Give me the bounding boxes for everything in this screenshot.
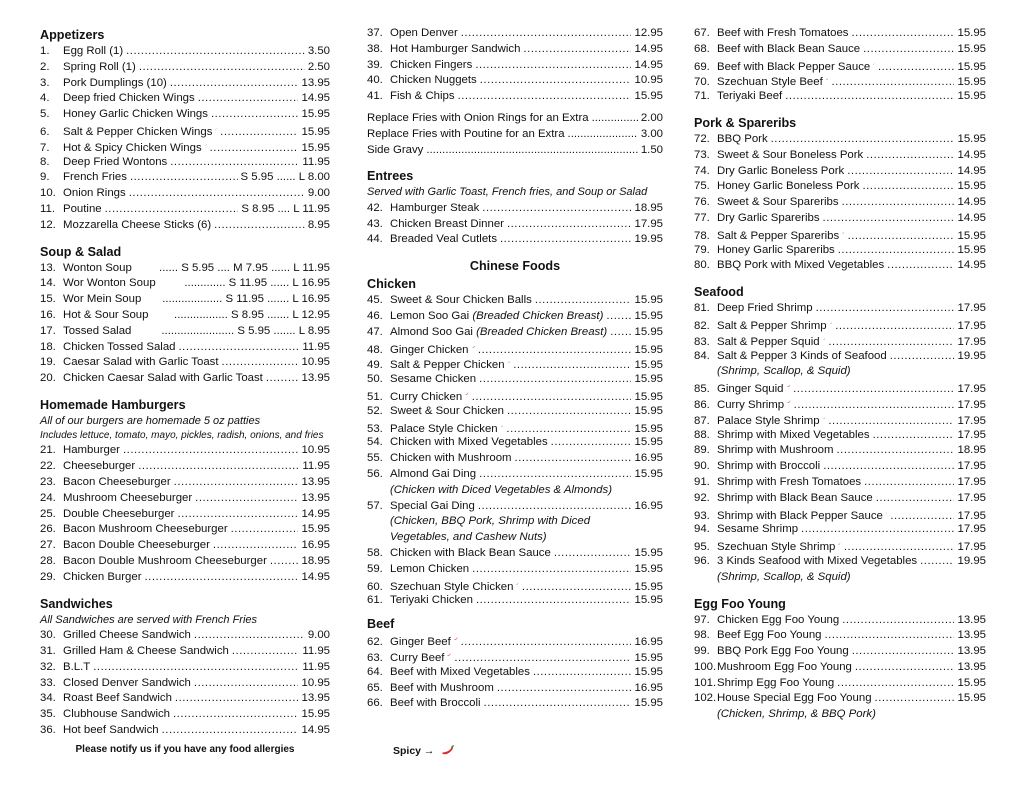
extra-item: Side Gravy ..... 1.50: [367, 143, 663, 159]
menu-item: 4. Deep fried Chicken Wings ..... 14.95: [40, 91, 330, 107]
menu-item: 47. Almond Soo Gai (Breaded Chicken Breast) ..... 15.95: [367, 325, 663, 341]
chili-pepper-icon: [873, 58, 875, 70]
chili-pepper-icon: [205, 139, 207, 151]
menu-item: 29. Chicken Burger ..... 14.95: [40, 570, 330, 586]
section-title-pork: Pork & Spareribs: [694, 115, 797, 130]
menu-item: 22. Cheeseburger ..... 11.95: [40, 459, 330, 475]
menu-item: 77. Dry Garlic Spareribs ..... 14.95: [694, 211, 986, 227]
menu-item: 42. Hamburger Steak ..... 18.95: [367, 201, 663, 217]
menu-item: 52. Sweet & Sour Chicken ..... 15.95: [367, 404, 663, 420]
menu-item: 70. Szechuan Style Beef ..... 15.95: [694, 73, 986, 89]
menu-item: 28. Bacon Double Mushroom Cheeseburger ..... 18.95: [40, 554, 330, 570]
menu-item: 64. Beef with Mixed Vegetables ..... 15.95: [367, 665, 663, 681]
menu-item: 91. Shrimp with Fresh Tomatoes ..... 17.95: [694, 475, 986, 491]
extra-item: Replace Fries with Onion Rings for an Extra ..... 2.00: [367, 111, 663, 127]
section-title-chicken: Chicken: [367, 277, 416, 292]
chili-pepper-icon: [787, 396, 791, 408]
chili-pepper-icon: [823, 333, 826, 345]
menu-item: 39. Chicken Fingers ..... 14.95: [367, 58, 663, 74]
menu-item: 41. Fish & Chips ..... 15.95: [367, 89, 663, 105]
menu-item: 21. Hamburger ..... 10.95: [40, 443, 330, 459]
extras-list: [367, 111, 663, 158]
menu-item: 51. Curry Chicken ..... 15.95: [367, 388, 663, 404]
menu-item: 6. Salt & Pepper Chicken Wings ..... 15.95: [40, 123, 330, 139]
menu-item: 101. Shrimp Egg Foo Young ..... 15.95: [694, 676, 986, 692]
menu-item: 87. Palace Style Shrimp ..... 17.95: [694, 412, 986, 428]
menu-item: 82. Salt & Pepper Shrimp ..... 17.95: [694, 317, 986, 333]
menu-item: 49. Salt & Pepper Chicken ..... 15.95: [367, 356, 663, 372]
spicy-legend: [393, 745, 455, 757]
menu-item: 65. Beef with Mushroom ..... 16.95: [367, 681, 663, 697]
menu-item: 59. Lemon Chicken ..... 15.95: [367, 562, 663, 578]
menu-item: 79. Honey Garlic Spareribs ..... 15.95: [694, 243, 986, 259]
chili-pepper-icon: [472, 341, 475, 353]
menu-item: 67. Beef with Fresh Tomatoes ..... 15.95: [694, 26, 986, 42]
spicy-legend-label: Spicy →: [393, 745, 435, 757]
menu-item: 75. Honey Garlic Boneless Pork ..... 15.95: [694, 179, 986, 195]
menu-item: 53. Palace Style Chicken ..... 15.95: [367, 420, 663, 436]
appetizers-list: [40, 44, 330, 234]
item-note: (Chicken, BBQ Pork, Shrimp with Diced: [390, 515, 591, 528]
menu-item: 88. Shrimp with Mixed Vegetables ..... 17.95: [694, 428, 986, 444]
menu-item: 10. Onion Rings ..... 9.00: [40, 186, 330, 202]
chili-pepper-icon: [838, 538, 840, 550]
menu-item: 54. Chicken with Mixed Vegetables ..... 15.95: [367, 435, 663, 451]
menu-item: 89. Shrimp with Mushroom ..... 18.95: [694, 443, 986, 459]
chili-pepper-icon: [516, 578, 518, 590]
menu-item: 95. Szechuan Style Shrimp ..... 17.95: [694, 538, 986, 554]
menu-item: 80. BBQ Pork with Mixed Vegetables ..... 14.95: [694, 258, 986, 274]
menu-item: 19. Caesar Salad with Garlic Toast ..... 10.95: [40, 355, 330, 371]
menu-item: 31. Grilled Ham & Cheese Sandwich ..... 11.95: [40, 644, 330, 660]
burgers-note: All of our burgers are homemade 5 oz patties: [40, 414, 261, 427]
menu-item: 7. Hot & Spicy Chicken Wings ..... 15.95: [40, 139, 330, 155]
chili-pepper-icon: [842, 227, 844, 239]
menu-item: 5. Honey Garlic Chicken Wings ..... 15.95: [40, 107, 330, 123]
menu-item: 56. Almond Gai Ding ..... 15.95: [367, 467, 663, 483]
menu-item: 40. Chicken Nuggets ..... 10.95: [367, 73, 663, 89]
menu-item: 20. Chicken Caesar Salad with Garlic Toast ..... 13.95: [40, 371, 330, 387]
beef-list: [367, 633, 663, 712]
chili-pepper-icon: [441, 745, 455, 757]
chili-pepper-icon: [508, 356, 511, 368]
menu-item: 8. Deep Fried Wontons ..... 11.95: [40, 155, 330, 171]
menu-item: 3. Pork Dumplings (10) ..... 13.95: [40, 76, 330, 92]
menu-item: 84. Salt & Pepper 3 Kinds of Seafood ..... 19.95: [694, 349, 986, 365]
menu-item: 66. Beef with Broccoli ..... 15.95: [367, 696, 663, 712]
menu-item: 100. Mushroom Egg Foo Young ..... 13.95: [694, 660, 986, 676]
chili-pepper-icon: [830, 317, 833, 329]
menu-item: 96. 3 Kinds Seafood with Mixed Vegetables ..... 19.95: [694, 554, 986, 570]
more-items-list: [367, 26, 663, 105]
menu-item: 23. Bacon Cheeseburger ..... 13.95: [40, 475, 330, 491]
chili-pepper-icon: [823, 412, 826, 424]
section-title-egg-foo-young: Egg Foo Young: [694, 596, 786, 611]
menu-item: 26. Bacon Mushroom Cheeseburger ..... 15.95: [40, 522, 330, 538]
chili-pepper-icon: [465, 388, 469, 400]
sandwiches-note: All Sandwiches are served with French Fries: [40, 613, 258, 626]
menu-item: 85. Ginger Squid ..... 17.95: [694, 380, 986, 396]
menu-item: 57. Special Gai Ding ..... 16.95: [367, 499, 663, 515]
seafood-list: [694, 301, 986, 585]
menu-item: 86. Curry Shrimp ..... 17.95: [694, 396, 986, 412]
menu-item: 43. Chicken Breast Dinner ..... 17.95: [367, 217, 663, 233]
section-title-appetizers: Appetizers: [40, 28, 105, 42]
menu-item: 73. Sweet & Sour Boneless Pork ..... 14.95: [694, 148, 986, 164]
sandwiches-list: [40, 628, 330, 739]
menu-item: 81. Deep Fried Shrimp ..... 17.95: [694, 301, 986, 317]
menu-item: 46. Lemon Soo Gai (Breaded Chicken Breast) ..... 15.95: [367, 309, 663, 325]
section-title-beef: Beef: [367, 617, 395, 632]
menu-item: 63. Curry Beef ..... 15.95: [367, 649, 663, 665]
menu-item: 36. Hot beef Sandwich ..... 14.95: [40, 723, 330, 739]
menu-item: 2. Spring Roll (1) ..... 2.50: [40, 60, 330, 76]
menu-item: 18. Chicken Tossed Salad ..... 11.95: [40, 340, 330, 356]
menu-item: 98. Beef Egg Foo Young ..... 13.95: [694, 628, 986, 644]
burgers-list: [40, 443, 330, 585]
chili-pepper-icon: [501, 420, 504, 432]
menu-item: 38. Hot Hamburger Sandwich ..... 14.95: [367, 42, 663, 58]
menu-item: 14. Wor Wonton Soup ............. S 11.95 ...... L 16.95: [40, 277, 330, 290]
menu-item: 9. French Fries ..... S 5.95 ...... L 8.00: [40, 170, 330, 186]
chinese-foods-title: Chinese Foods: [469, 259, 561, 274]
menu-item: 1. Egg Roll (1) ..... 3.50: [40, 44, 330, 60]
menu-item: 25. Double Cheeseburger ..... 14.95: [40, 507, 330, 523]
menu-item: 33. Closed Denver Sandwich ..... 10.95: [40, 676, 330, 692]
menu-item: 32. B.L.T ..... 11.95: [40, 660, 330, 676]
menu-item: 35. Clubhouse Sandwich ..... 15.95: [40, 707, 330, 723]
section-title-burgers: Homemade Hamburgers: [40, 397, 186, 412]
menu-item: 44. Breaded Veal Cutlets ..... 19.95: [367, 232, 663, 248]
chili-pepper-icon: [787, 380, 791, 392]
chili-pepper-icon: [826, 73, 829, 85]
chicken-list: [367, 293, 663, 609]
menu-item: 69. Beef with Black Pepper Sauce ..... 15.95: [694, 58, 986, 74]
allergy-note: Please notify us if you have any food allergies: [75, 744, 295, 755]
menu-item: 27. Bacon Double Cheeseburger ..... 16.95: [40, 538, 330, 554]
menu-item: 78. Salt & Pepper Spareribs ..... 15.95: [694, 227, 986, 243]
item-note: (Shrimp, Scallop, & Squid): [717, 570, 851, 583]
pork-list: [694, 132, 986, 274]
entrees-list: [367, 201, 663, 248]
chili-pepper-icon: [454, 633, 458, 645]
menu-item: 92. Shrimp with Black Bean Sauce ..... 17.95: [694, 491, 986, 507]
menu-item: 102. House Special Egg Foo Young ..... 15.95: [694, 691, 986, 707]
menu-item: 94. Sesame Shrimp ..... 17.95: [694, 522, 986, 538]
entrees-note: Served with Garlic Toast, French fries, and Soup or Salad: [367, 186, 648, 199]
menu-item: 45. Sweet & Sour Chicken Balls ..... 15.95: [367, 293, 663, 309]
menu-item: 90. Shrimp with Broccoli ..... 17.95: [694, 459, 986, 475]
beef-more-list: [694, 26, 986, 105]
menu-item: 37. Open Denver ..... 12.95: [367, 26, 663, 42]
menu-item: 97. Chicken Egg Foo Young ..... 13.95: [694, 613, 986, 629]
menu-item: 60. Szechuan Style Chicken ..... 15.95: [367, 578, 663, 594]
menu-column-3: [694, 26, 986, 723]
egg-foo-young-list: [694, 613, 986, 724]
section-title-entrees: Entrees: [367, 169, 414, 184]
menu-item: 72. BBQ Pork ..... 15.95: [694, 132, 986, 148]
menu-item: 16. Hot & Sour Soup ................. S 8.95 ....... L 12.95: [40, 308, 330, 321]
menu-item: 34. Roast Beef Sandwich ..... 13.95: [40, 691, 330, 707]
menu-item: 61. Teriyaki Chicken ..... 15.95: [367, 593, 663, 609]
menu-item: 76. Sweet & Sour Spareribs ..... 14.95: [694, 195, 986, 211]
section-title-sandwiches: Sandwiches: [40, 596, 113, 611]
menu-item: 48. Ginger Chicken ..... 15.95: [367, 341, 663, 357]
item-note: (Shrimp, Scallop, & Squid): [717, 365, 851, 378]
menu-item: 74. Dry Garlic Boneless Pork ..... 14.95: [694, 164, 986, 180]
menu-item: 71. Teriyaki Beef ..... 15.95: [694, 89, 986, 105]
chili-pepper-icon: [886, 507, 887, 519]
menu-item: 17. Tossed Salad ....................... S 5.95 ....... L 8.95: [40, 324, 330, 337]
item-note: Vegetables, and Cashew Nuts): [390, 531, 547, 544]
menu-item: 68. Beef with Black Bean Sauce ..... 15.95: [694, 42, 986, 58]
menu-column-2: [367, 26, 663, 712]
menu-item: 11. Poutine ..... S 8.95 .... L 11.95: [40, 202, 330, 218]
menu-item: 24. Mushroom Cheeseburger ..... 13.95: [40, 491, 330, 507]
extra-item: Replace Fries with Poutine for an Extra ..... 3.00: [367, 127, 663, 143]
chili-pepper-icon: [215, 123, 217, 135]
menu-column-1: [40, 26, 330, 739]
menu-item: 12. Mozzarella Cheese Sticks (6) ..... 8.95: [40, 218, 330, 234]
menu-item: 58. Chicken with Black Bean Sauce ..... 15.95: [367, 546, 663, 562]
menu-item: 99. BBQ Pork Egg Foo Young ..... 13.95: [694, 644, 986, 660]
item-note: (Chicken, Shrimp, & BBQ Pork): [717, 708, 876, 721]
menu-item: 62. Ginger Beef ..... 16.95: [367, 633, 663, 649]
soup-salad-list: [40, 261, 330, 387]
menu-item: 83. Salt & Pepper Squid ..... 17.95: [694, 333, 986, 349]
menu-item: 15. Wor Mein Soup ................... S 11.95 ....... L 16.95: [40, 293, 330, 306]
section-title-seafood: Seafood: [694, 285, 744, 300]
chili-pepper-icon: [447, 649, 451, 661]
item-note: (Chicken with Diced Vegetables & Almonds): [390, 483, 613, 496]
menu-item: 93. Shrimp with Black Pepper Sauce ..... 17.95: [694, 507, 986, 523]
menu-item: 55. Chicken with Mushroom ..... 16.95: [367, 451, 663, 467]
menu-item: 13. Wonton Soup ...... S 5.95 .... M 7.95 ...... L 11.95: [40, 261, 330, 274]
menu-item: 30. Grilled Cheese Sandwich ..... 9.00: [40, 628, 330, 644]
burgers-includes-note: Includes lettuce, tomato, mayo, pickles, radish, onions, and fries: [40, 430, 324, 442]
menu-item: 50. Sesame Chicken ..... 15.95: [367, 372, 663, 388]
section-title-soup-salad: Soup & Salad: [40, 244, 122, 259]
